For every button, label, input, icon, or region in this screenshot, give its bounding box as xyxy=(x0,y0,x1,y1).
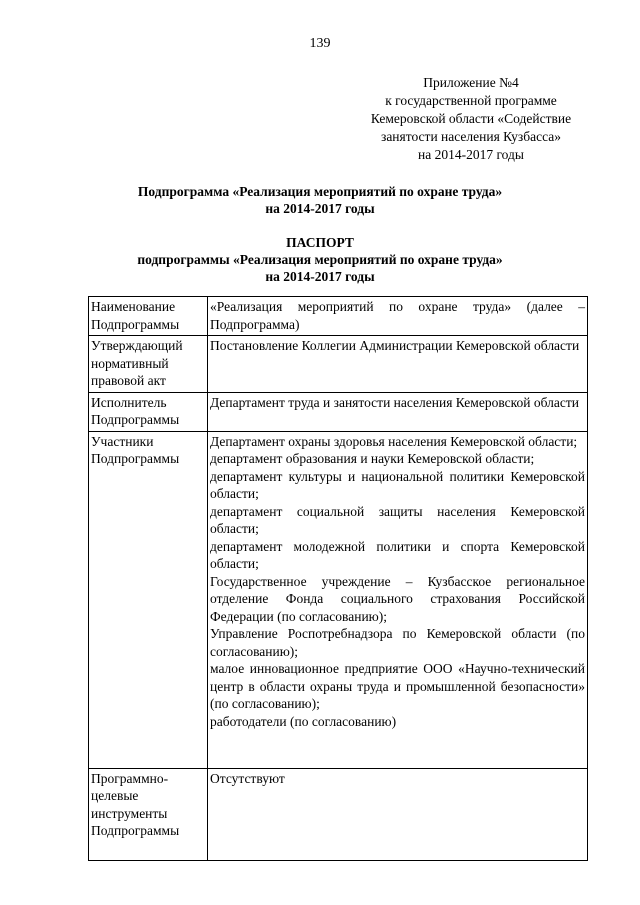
row-value xyxy=(208,336,588,393)
participant-item: департамент культуры и национальной политики Кемеровской области; xyxy=(210,468,585,501)
table-row xyxy=(89,392,588,431)
table-row xyxy=(89,768,588,860)
participant-item: Управление Роспотребнадзора по Кемеровской области (по согласованию); xyxy=(210,626,585,659)
row-value xyxy=(208,768,588,860)
passport-title xyxy=(0,234,640,285)
row-value-line: Отсутствуют xyxy=(210,770,285,786)
appendix-line: занятости населения Кузбасса» xyxy=(380,129,561,144)
subprogram-title xyxy=(0,183,640,217)
appendix-header xyxy=(355,74,587,164)
table-row xyxy=(89,336,588,393)
passport-title-line: подпрограммы «Реализация мероприятий по охране труда» xyxy=(137,252,503,267)
row-value xyxy=(208,392,588,431)
participant-item: работодатели (по согласованию) xyxy=(210,713,397,729)
appendix-line: Кемеровской области «Содействие xyxy=(370,111,572,126)
subprogram-title-line: Подпрограмма «Реализация мероприятий по охране труда» xyxy=(137,184,503,199)
row-value-line: «Реализация мероприятий по охране труда» (далее – Подпрограмма) xyxy=(210,299,585,332)
row-value-line: Постановление Коллегии Администрации Кемеровской области xyxy=(210,338,580,353)
participant-item: Департамент охраны здоровья населения Кемеровской области; xyxy=(210,433,578,449)
row-value xyxy=(208,431,588,768)
row-label: Исполнитель Подпрограммы xyxy=(89,392,208,431)
passport-title-line: ПАСПОРТ xyxy=(286,235,354,250)
row-value xyxy=(208,297,588,336)
participant-item: Государственное учреждение – Кузбасское региональное отделение Фонда социального страхования Российской Федерации (по согласованию); xyxy=(210,573,585,624)
participant-item: малое инновационное предприятие ООО «Научно-технический центр в области охраны труда и промышленной безопасности» (по согласованию); xyxy=(210,661,585,711)
row-label: Программно-целевые инструменты Подпрограммы xyxy=(89,768,208,860)
row-label: Утверждающий нормативный правовой акт xyxy=(89,336,208,393)
row-value-line: Департамент труда и занятости населения Кемеровской области xyxy=(210,394,579,410)
subprogram-title-line: на 2014-2017 годы xyxy=(265,201,375,216)
row-label: Наименование Подпрограммы xyxy=(89,297,208,336)
participant-item: департамент образования и науки Кемеровской области; xyxy=(210,451,535,466)
passport-table xyxy=(88,296,588,861)
row-label: Участники Подпрограммы xyxy=(89,431,208,768)
appendix-line: на 2014-2017 годы xyxy=(418,147,524,162)
appendix-line: Приложение №4 xyxy=(423,75,519,90)
participant-item: департамент молодежной политики и спорта Кемеровской области; xyxy=(210,538,585,571)
page-number: 139 xyxy=(309,36,331,51)
participant-item: департамент социальной защиты населения Кемеровской области; xyxy=(210,503,585,536)
appendix-line: к государственной программе xyxy=(385,93,557,108)
table-row xyxy=(89,431,588,768)
passport-title-line: на 2014-2017 годы xyxy=(265,269,375,284)
table-row xyxy=(89,297,588,336)
